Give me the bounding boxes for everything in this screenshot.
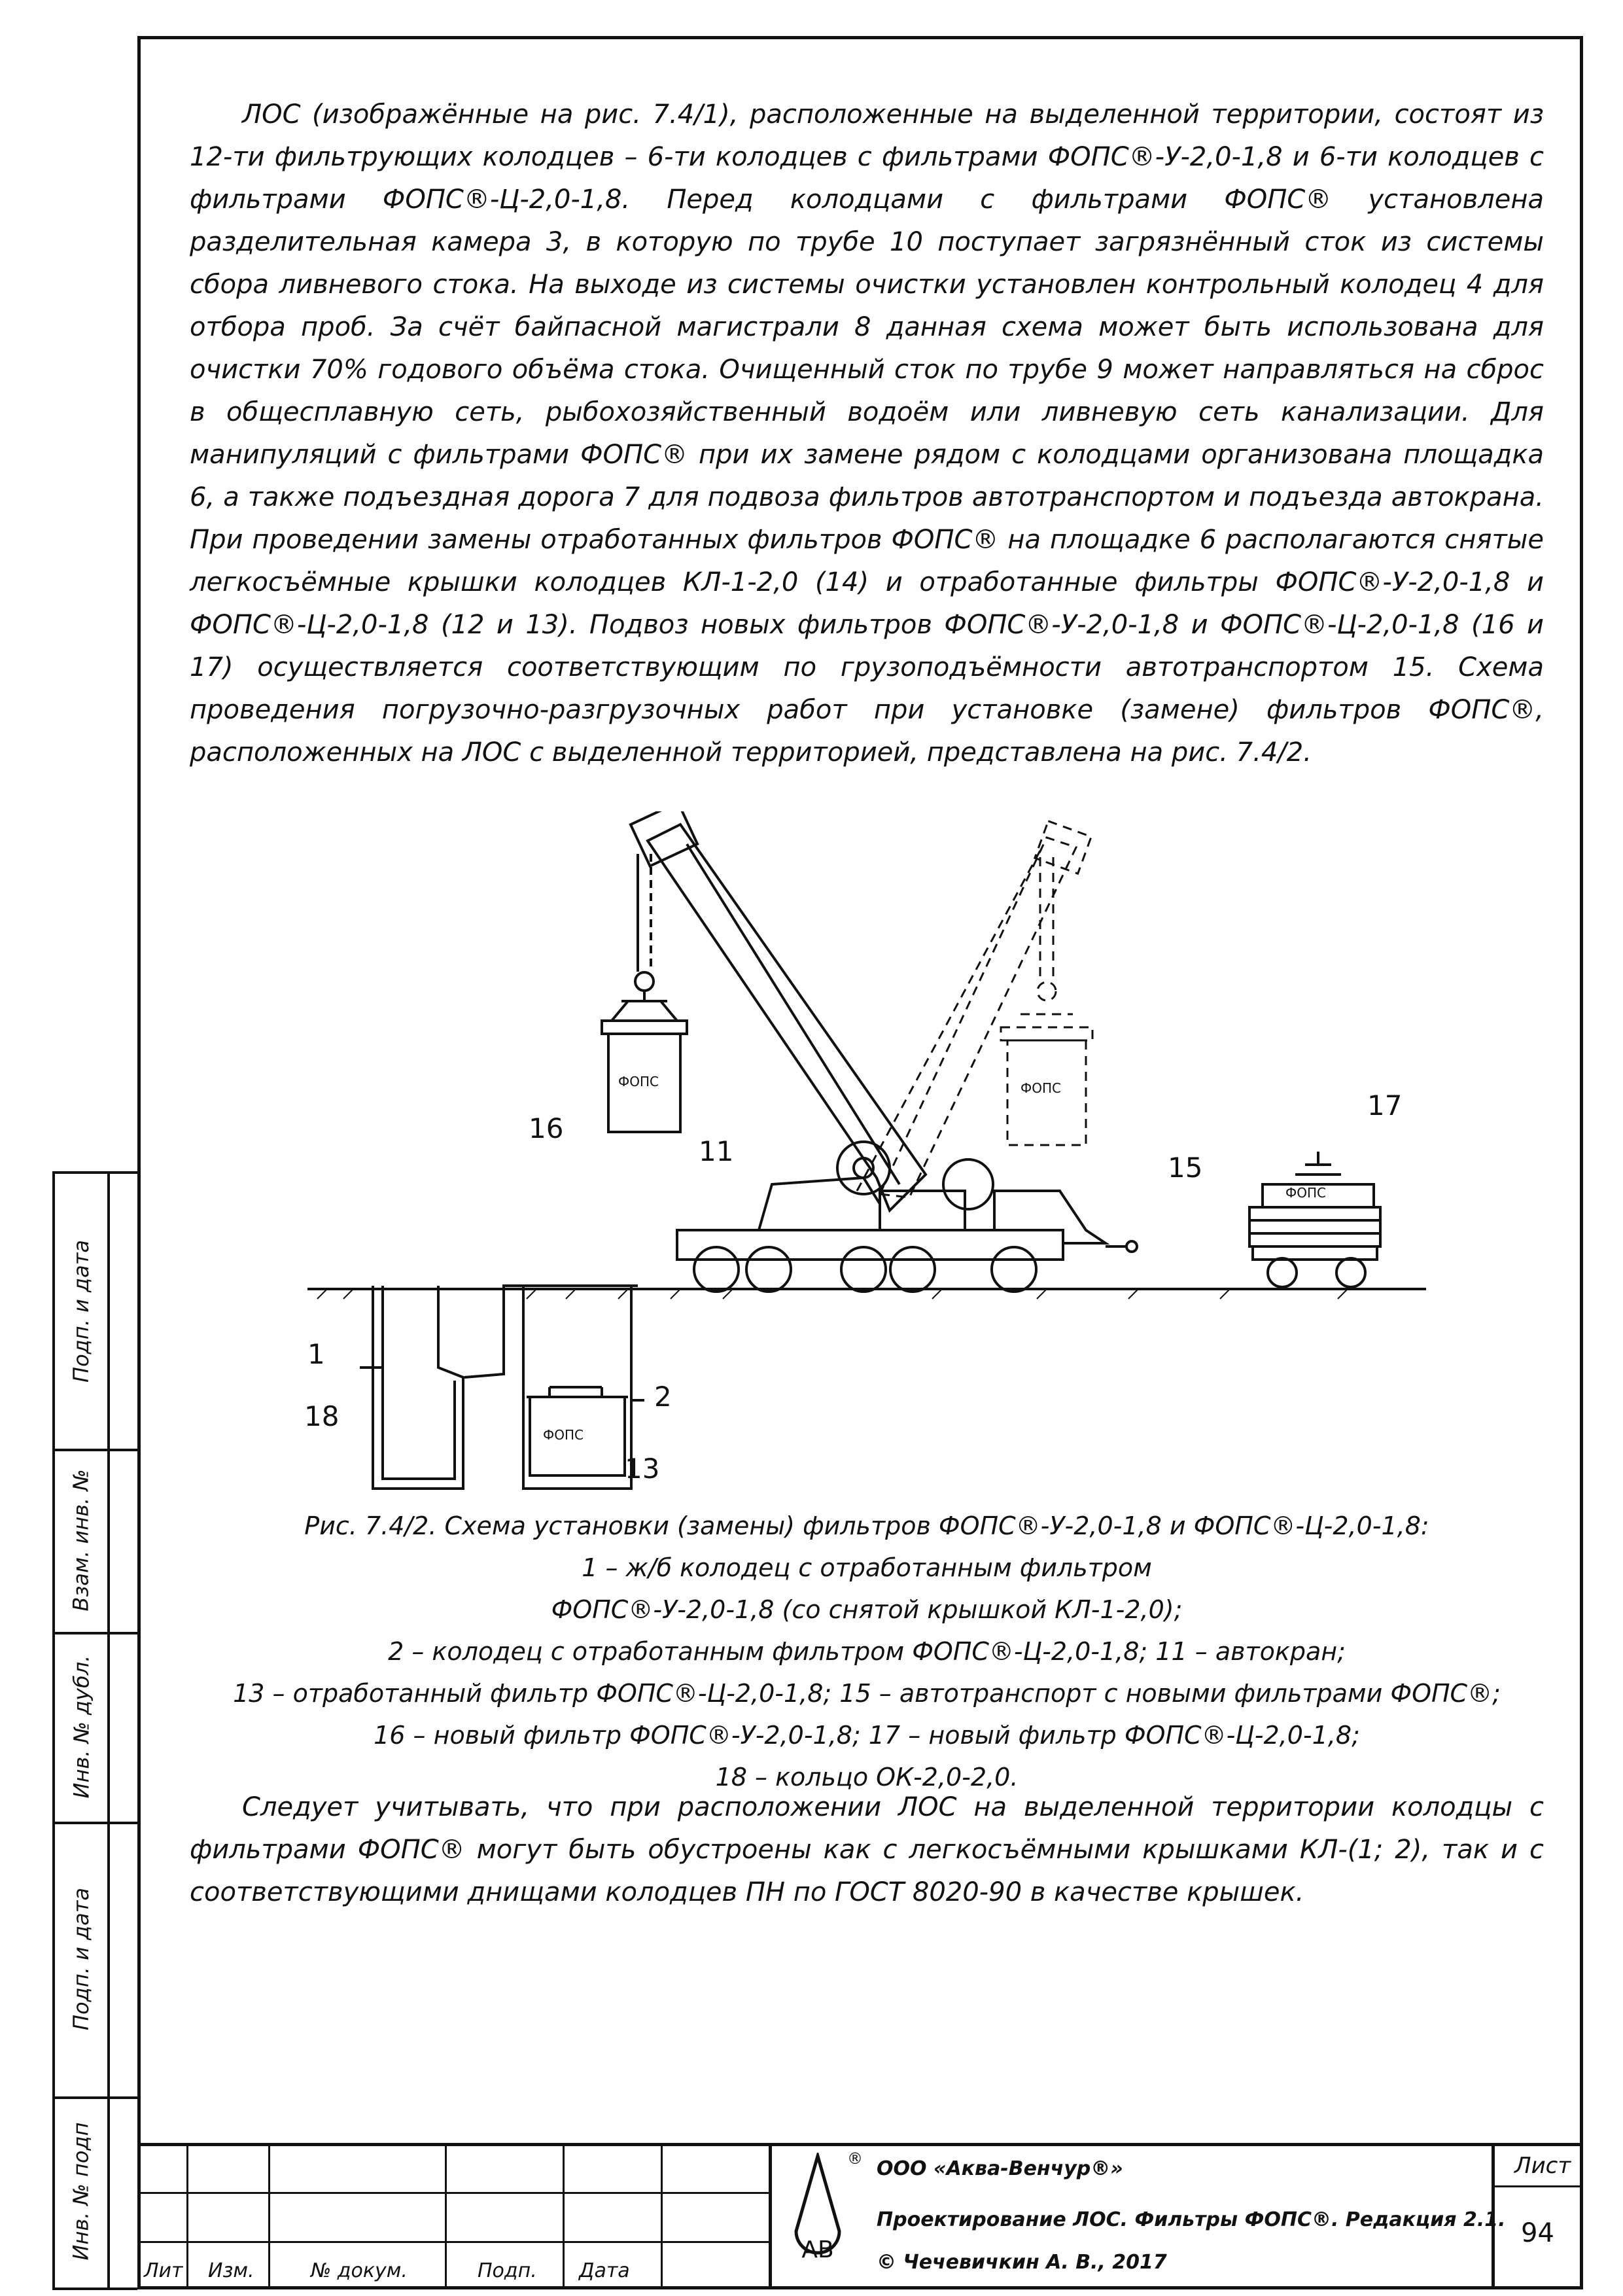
project-title: Проектирование ЛОС. Фильтры ФОПС®. Редакция 2.1.	[877, 2208, 1506, 2231]
crane-boom	[612, 811, 926, 1210]
sheet-label: Лист	[1514, 2153, 1571, 2179]
side-label: Подп. и дата	[69, 1888, 94, 2030]
filter-16-label: ФОПС	[618, 1074, 659, 1089]
col-label-sign: Подп.	[478, 2259, 537, 2282]
label-18: 18	[304, 1400, 340, 1432]
crane-figure	[288, 811, 1465, 1531]
caption-line: ФОПС®-У-2,0-1,8 (со снятой крышкой КЛ-1-2,0);	[551, 1595, 1183, 1624]
author-copyright: © Чечевичкин А. В., 2017	[877, 2251, 1167, 2274]
crane-truck	[677, 1159, 1137, 1292]
company-logo-icon	[788, 2153, 847, 2277]
title-block	[137, 2143, 1583, 2289]
figure-caption	[190, 1505, 1544, 1798]
crane-boom-dashed	[857, 821, 1092, 1197]
side-label: Взам. инв. №	[69, 1469, 94, 1612]
filter-17-label: ФОПС	[1285, 1185, 1326, 1201]
logo-mark: ®	[847, 2149, 863, 2168]
well-2	[464, 1286, 644, 1489]
label-17: 17	[1367, 1089, 1403, 1122]
sheet-number: 94	[1521, 2218, 1554, 2248]
side-label: Инв. № подп	[69, 2122, 94, 2261]
label-16: 16	[529, 1112, 564, 1144]
label-1: 1	[307, 1338, 325, 1370]
caption-line: 1 – ж/б колодец с отработанным фильтром	[582, 1553, 1152, 1582]
caption-line: Рис. 7.4/2. Схема установки (замены) фильтров ФОПС®-У-2,0-1,8 и ФОПС®-Ц-2,0-1,8:	[304, 1511, 1429, 1540]
label-2: 2	[654, 1381, 672, 1413]
side-stamp	[52, 1171, 137, 2290]
paragraph-2: Следует учитывать, что при расположении ЛОС на выделенной территории колодцы с фильтрами ФОПС® могут быть обустроены как с легкосъёмными крышками КЛ-(1; 2), так и с соответствующими днищами колодцев ПН по ГОСТ 8020-90 в качестве крышек.	[190, 1792, 1544, 1907]
filter-13-label: ФОПС	[543, 1427, 584, 1443]
paragraph-1: ЛОС (изображённые на рис. 7.4/1), расположенные на выделенной территории, состоят из 12-ти фильтрующих колодцев – 6-ти колодцев с фильтрами ФОПС®-У-2,0-1,8 и 6-ти колодцев с фильтрами ФОПС®-Ц-2,0-1,8. Перед колодцами с фильтрами ФОПС® установлена разделительная камера 3, в которую по трубе 10 поступает загрязнённый сток из системы сбора ливневого стока. На выходе из системы очистки установлен контрольный колодец 4 для отбора проб. За счёт байпасной магистрали 8 данная схема может быть использована для очистки 70% годового объёма стока. Очищенный сток по трубе 9 может направляться на сброс в общесплавную сеть, рыбохозяйственный водоём или ливневую сеть канализации. Для манипуляций с фильтрами ФОПС® при их замене рядом с колодцами организована площадка 6, а также подъездная дорога 7 для подвоза фильтров автотранспортом и подъезда автокрана. При проведении замены отработанных фильтров ФОПС® на площадке 6 располагаются снятые легкосъёмные крышки колодцев КЛ-1-2,0 (14) и отработанные фильтры ФОПС®-У-2,0-1,8 и ФОПС®-Ц-2,0-1,8 (12 и 13). Подвоз новых фильтров ФОПС®-У-2,0-1,8 и ФОПС®-Ц-2,0-1,8 (16 и 17) осуществляется соответствующим по грузоподъёмности автотранспортом 15. Схема проведения погрузочно-разгрузочных работ при установке (замене) фильтров ФОПС®, расположенных на ЛОС с выделенной территорией, представлена на рис. 7.4/2.	[190, 99, 1544, 768]
caption-line: 16 – новый фильтр ФОПС®-У-2,0-1,8; 17 – новый фильтр ФОПС®-Ц-2,0-1,8;	[374, 1721, 1360, 1750]
col-label-lit: Лит	[144, 2259, 183, 2282]
side-label: Подп. и дата	[69, 1240, 94, 1383]
col-label-doc: № докум.	[311, 2259, 408, 2282]
caption-line: 18 – кольцо ОК-2,0-2,0.	[715, 1763, 1019, 1792]
label-13: 13	[625, 1453, 660, 1485]
ground-hatch	[317, 1289, 1348, 1299]
side-label: Инв. № дубл.	[69, 1655, 94, 1799]
label-15: 15	[1168, 1152, 1203, 1184]
caption-line: 2 – колодец с отработанным фильтром ФОПС®-Ц-2,0-1,8; 11 – автокран;	[388, 1637, 1346, 1666]
col-label-izm: Изм.	[208, 2259, 254, 2282]
filter-dashed-label: ФОПС	[1021, 1080, 1061, 1096]
well-1	[360, 1286, 463, 1489]
truck-15	[1249, 1152, 1380, 1287]
company-name: ООО «Аква-Венчур®»	[877, 2157, 1123, 2180]
svg-text:АВ: АВ	[801, 2236, 834, 2263]
col-label-date: Дата	[579, 2259, 630, 2282]
caption-line: 13 – отработанный фильтр ФОПС®-Ц-2,0-1,8; 15 – автотранспорт с новыми фильтрами ФОПС®;	[233, 1679, 1501, 1708]
label-11: 11	[699, 1135, 734, 1167]
